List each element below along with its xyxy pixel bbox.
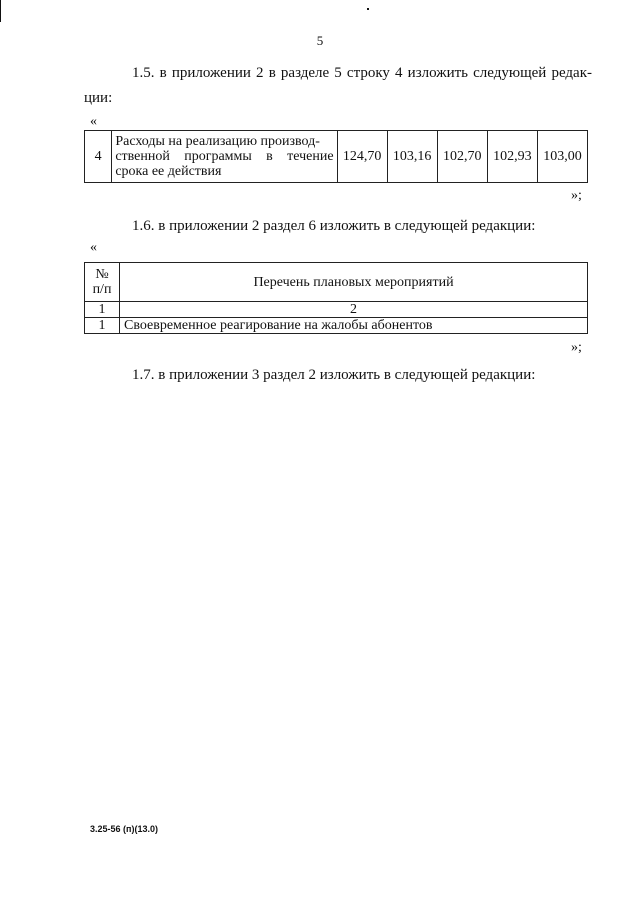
value-cell: 102,93	[487, 131, 537, 183]
page-number: 5	[316, 33, 324, 48]
paragraph-1-5-line2: ции:	[84, 90, 113, 106]
value-cell: 103,00	[537, 131, 587, 183]
header-title: Перечень плановых мероприятий	[120, 263, 588, 302]
row-text: Своевременное реагирование на жалобы абонентов	[120, 318, 588, 334]
row-description	[112, 131, 337, 183]
value-cell: 102,70	[437, 131, 487, 183]
subheader-col-2: 2	[120, 302, 588, 318]
value-cell: 103,16	[387, 131, 437, 183]
desc-word: течение	[287, 149, 334, 164]
quote-close-2: »;	[571, 340, 582, 355]
desc-line-3: срока ее действия	[115, 164, 222, 179]
subheader-col-1: 1	[85, 302, 120, 318]
value-cell: 124,70	[337, 131, 387, 183]
desc-line-2	[115, 149, 333, 164]
desc-line-1: Расходы на реализацию производ-	[115, 134, 320, 149]
row-number: 4	[85, 131, 112, 183]
header-number: № п/п	[85, 263, 120, 302]
table-section-6	[84, 262, 588, 334]
table-row	[85, 318, 588, 334]
paragraph-1-6: 1.6. в приложении 2 раздел 6 изложить в следующей редакции:	[132, 218, 536, 234]
scan-dot	[367, 8, 369, 10]
footer-code: 3.25-56 (п)(13.0)	[90, 824, 158, 834]
desc-word: программы	[184, 149, 252, 164]
quote-open-1: «	[90, 114, 97, 129]
table-section-5-row-4	[84, 130, 588, 183]
desc-word: в	[266, 149, 273, 164]
table-subheader-row	[85, 302, 588, 318]
scan-edge-mark	[0, 0, 1, 22]
paragraph-1-7: 1.7. в приложении 3 раздел 2 изложить в следующей редакции:	[132, 367, 536, 383]
row-number: 1	[85, 318, 120, 334]
table-row	[85, 131, 588, 183]
desc-word: ственной	[115, 149, 170, 164]
paragraph-1-5-line1: 1.5. в приложении 2 в разделе 5 строку 4 изложить следующей редак-	[132, 65, 592, 81]
quote-close-1: »;	[571, 188, 582, 203]
table-header-row	[85, 263, 588, 302]
quote-open-2: «	[90, 240, 97, 255]
